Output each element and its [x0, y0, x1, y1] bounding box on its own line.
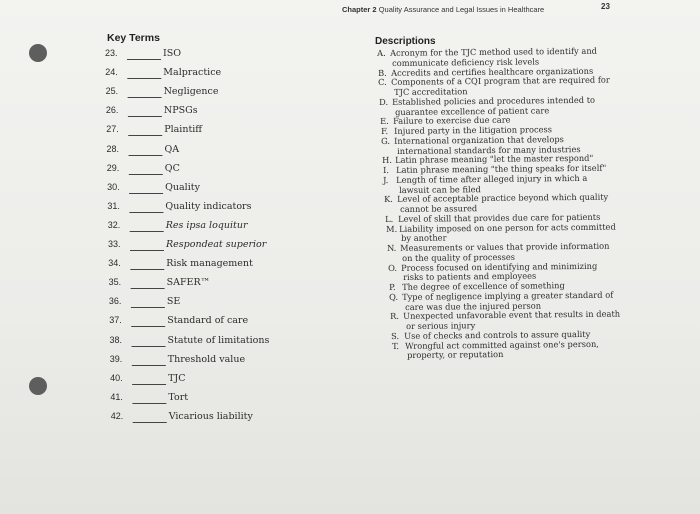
- description-letter: T.: [391, 340, 399, 351]
- key-term-text: Tort: [168, 391, 189, 403]
- binder-hole: [29, 44, 47, 62]
- description-text: Latin phrase meaning "the thing speaks for itself": [395, 162, 607, 175]
- chapter-title: Quality Assurance and Legal Issues in Healthcare: [378, 5, 545, 14]
- description-letter: S.: [391, 330, 400, 341]
- description-continuation: [407, 349, 503, 360]
- answer-blank[interactable]: [131, 326, 165, 327]
- answer-blank[interactable]: [132, 346, 166, 347]
- answer-blank[interactable]: [131, 288, 165, 289]
- answer-blank[interactable]: [130, 250, 164, 251]
- answer-blank[interactable]: [131, 307, 165, 308]
- key-term-number: 23.: [105, 48, 118, 58]
- answer-blank[interactable]: [128, 97, 162, 98]
- description-item: [390, 309, 620, 321]
- key-term-text: Respondeat superior: [166, 239, 267, 250]
- description-text: Measurements or values that provide information: [399, 240, 610, 253]
- key-term-number: 25.: [105, 86, 119, 97]
- description-text: Components of a CQI program that are required for: [391, 74, 611, 88]
- answer-blank[interactable]: [128, 135, 162, 136]
- answer-blank[interactable]: [129, 174, 163, 175]
- key-term-text: Plaintiff: [164, 124, 203, 136]
- description-text: The degree of excellence of something: [401, 280, 565, 292]
- description-item: [389, 289, 613, 301]
- key-term-text: QA: [164, 143, 180, 155]
- key-term-text: Quality: [165, 181, 200, 193]
- key-term-number: 26.: [105, 105, 119, 116]
- answer-blank[interactable]: [132, 365, 166, 366]
- answer-blank[interactable]: [132, 403, 166, 404]
- description-text: Latin phrase meaning "let the master respond": [395, 153, 594, 166]
- answer-blank[interactable]: [129, 193, 163, 194]
- description-letter: B.: [377, 67, 387, 78]
- description-text: cannot be assured: [399, 203, 478, 214]
- description-letter: H.: [382, 155, 393, 166]
- answer-blank[interactable]: [129, 212, 163, 213]
- key-term-text: Negligence: [163, 86, 219, 98]
- description-text: Level of acceptable practice beyond which quality: [397, 191, 609, 205]
- key-term-text: Vicarious liability: [168, 410, 253, 422]
- description-item: [379, 94, 595, 106]
- key-term-text: Malpractice: [163, 67, 222, 79]
- key-term-text: Quality indicators: [165, 200, 252, 212]
- description-text: on the quality of processes: [402, 251, 516, 263]
- answer-blank[interactable]: [129, 155, 163, 156]
- description-text: Accredits and certifies healthcare organizations: [390, 65, 594, 78]
- description-text: lawsuit can be filed: [398, 183, 481, 195]
- key-term-number: 32.: [107, 219, 121, 230]
- description-text: Established policies and procedures intended to: [392, 94, 596, 107]
- description-text: TJC accreditation: [393, 86, 468, 97]
- key-term-text: QC: [164, 162, 180, 174]
- description-text: Process focused on identifying and minimizing: [400, 260, 598, 273]
- chapter-label: Chapter 2: [342, 5, 377, 14]
- answer-blank[interactable]: [128, 116, 162, 117]
- description-text: risks to patients and employees: [403, 270, 537, 283]
- page-number: 23: [601, 2, 610, 11]
- key-term-text: ISO: [163, 48, 182, 59]
- description-item: [384, 192, 608, 204]
- description-text: Type of negligence implying a greater standard of: [402, 289, 614, 302]
- description-letter: F.: [380, 125, 389, 136]
- key-term-number: 35.: [108, 277, 122, 288]
- description-text: property, or reputation: [407, 349, 504, 361]
- description-text: Level of skill that provides due care for patients: [398, 211, 601, 224]
- description-text: International organization that develops: [394, 133, 565, 146]
- binder-hole: [29, 377, 47, 395]
- description-letter: N.: [386, 242, 397, 253]
- answer-blank[interactable]: [127, 78, 161, 79]
- description-text: Injured party in the litigation process: [393, 124, 552, 136]
- key-term-number: 24.: [105, 67, 118, 78]
- key-term-text: Res ipsa loquitur: [165, 219, 248, 231]
- description-letter: I.: [382, 164, 389, 175]
- description-letter: L.: [385, 213, 394, 224]
- key-term-text: SE: [166, 296, 181, 308]
- key-term-number: 37.: [109, 315, 122, 326]
- description-letter: J.: [383, 174, 389, 185]
- key-term-text: NPSGs: [163, 105, 198, 117]
- description-item: [378, 75, 610, 87]
- key-term-text: Risk management: [166, 258, 253, 270]
- key-term-number: 41.: [110, 391, 123, 402]
- description-letter: Q.: [389, 291, 399, 302]
- description-text: guarantee excellence of patient care: [394, 104, 550, 117]
- key-term-number: 28.: [106, 143, 120, 154]
- answer-blank[interactable]: [132, 384, 166, 385]
- description-text: Failure to exercise due care: [393, 114, 512, 127]
- descriptions-heading: Descriptions: [375, 36, 436, 47]
- key-terms-heading: Key Terms: [107, 32, 160, 44]
- description-text: care was due the injured person: [404, 300, 541, 312]
- description-letter: K.: [384, 194, 394, 205]
- description-text: Liability imposed on one person for acts committed: [398, 221, 616, 234]
- key-term-number: 27.: [106, 124, 119, 135]
- key-term-text: Standard of care: [167, 315, 249, 327]
- key-term-number: 38.: [109, 334, 123, 345]
- key-term-text: TJC: [168, 372, 186, 384]
- description-text: international standards for many industries: [396, 143, 581, 156]
- key-term-number: 33.: [108, 239, 121, 249]
- description-text: Wrongful act committed against one's person,: [404, 338, 599, 351]
- answer-blank[interactable]: [130, 269, 164, 270]
- description-text: Acronym for the TJC method used to identify and: [389, 45, 597, 58]
- key-term-number: 39.: [109, 353, 123, 364]
- description-text: communicate deficiency risk levels: [392, 56, 540, 68]
- description-letter: R.: [390, 311, 400, 322]
- description-item: [386, 221, 616, 233]
- answer-blank[interactable]: [130, 231, 164, 232]
- key-term-number: 30.: [107, 181, 120, 192]
- description-letter: E.: [380, 116, 390, 127]
- description-letter: D.: [379, 96, 389, 107]
- answer-blank[interactable]: [127, 59, 161, 60]
- key-term-text: Threshold value: [167, 353, 246, 365]
- key-term-number: 34.: [108, 258, 121, 269]
- key-term-number: 36.: [108, 296, 122, 307]
- answer-blank[interactable]: [133, 422, 167, 423]
- running-header: [342, 5, 544, 14]
- key-term-text: SAFER™: [166, 277, 211, 289]
- description-letter: P.: [388, 281, 396, 292]
- description-item: [383, 173, 587, 185]
- key-term-number: 40.: [110, 372, 123, 383]
- description-letter: M.: [385, 223, 398, 234]
- description-letter: G.: [381, 135, 391, 146]
- key-term-number: 31.: [107, 200, 120, 211]
- key-term-number: 42.: [110, 410, 124, 421]
- description-letter: O.: [387, 262, 397, 273]
- description-text: or serious injury: [405, 320, 475, 331]
- description-text: Length of time after alleged injury in which a: [396, 172, 588, 185]
- description-text: Use of checks and controls to assure quality: [404, 328, 591, 341]
- description-text: Unexpected unfavorable event that results in death: [403, 308, 621, 322]
- description-letter: A.: [377, 47, 386, 58]
- key-term-number: 29.: [106, 162, 120, 173]
- description-letter: C.: [378, 77, 388, 88]
- key-term-text: Statute of limitations: [167, 334, 270, 346]
- description-text: by another: [401, 232, 447, 244]
